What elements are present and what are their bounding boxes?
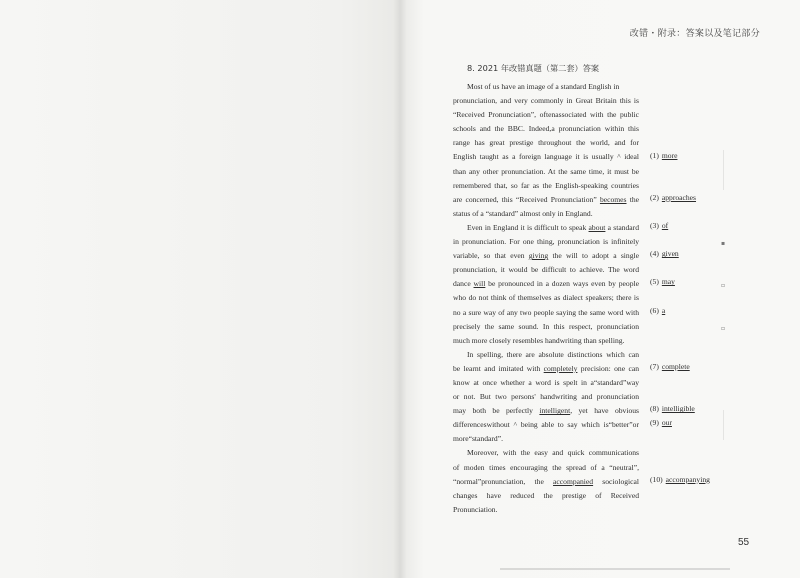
passage-line: remembered that, so far as the English-speaking countries <box>453 180 639 190</box>
underlined-error-word: giving <box>528 251 549 261</box>
answer-number: (1) <box>650 150 659 160</box>
passage-line-with-error: Even in England it is difficult to speak about a standard <box>467 222 639 232</box>
passage-line: more“standard”. <box>453 434 503 444</box>
underlined-error-word: intelligent <box>539 406 571 416</box>
running-header: 改错・附录：答案以及笔记部分 <box>629 29 760 39</box>
passage-line: Most of us have an image of a standard English in <box>467 82 620 91</box>
underlined-error-word: will <box>473 279 486 289</box>
scan-edge-mark: ▫ <box>721 325 726 332</box>
answer-item <box>650 277 675 286</box>
answer-word: more <box>661 150 678 160</box>
answer-item <box>650 362 690 371</box>
answer-number: (3) <box>650 221 659 230</box>
passage-line: changes have reduced the prestige of Received <box>453 490 639 500</box>
passage-line: know at once whether a word is spelt in a“standard”way <box>453 377 639 387</box>
scan-margin-mark <box>723 150 724 190</box>
book-gutter <box>393 0 407 578</box>
passage-line: Pronunciation. <box>453 504 498 514</box>
answer-item <box>650 418 672 427</box>
passage-line: precisely the same sound. In this respect, pronunciation <box>453 321 639 331</box>
answer-item <box>650 249 679 258</box>
answer-item <box>650 475 710 484</box>
passage-line: Moreover, with the easy and quick communications <box>467 448 639 458</box>
answer-word: a <box>661 305 666 315</box>
passage-line: no a sure way of any two people saying the same word with <box>453 307 639 317</box>
answer-number: (10) <box>650 474 663 484</box>
answer-number: (5) <box>650 277 659 287</box>
answer-word: may <box>661 277 675 287</box>
answer-item <box>650 151 677 160</box>
answer-number: (7) <box>650 362 659 371</box>
page-number: 55 <box>738 537 750 548</box>
passage-line: or not. But two persons' handwriting and pronunciation <box>453 392 639 402</box>
passage-text <box>453 80 639 517</box>
scan-edge-mark: ▪ <box>721 240 726 247</box>
passage-line: status of a “standard” almost only in England. <box>453 208 593 218</box>
passage-line-with-error: are concerned, this “Received Pronunciation” becomes the <box>453 194 639 204</box>
answer-word: complete <box>661 362 690 371</box>
underlined-error-word: accompanied <box>553 476 594 486</box>
underlined-error-word: about <box>588 222 606 232</box>
scan-edge-mark: ▫ <box>721 282 726 289</box>
passage-line: who do not think of themselves as dialect speakers; there is <box>453 293 639 303</box>
passage-line: “Received Pronunciation”, oftenassociated with the public <box>453 110 639 120</box>
passage-line-with-error: “normal”pronunciation, the accompanied sociological <box>453 476 639 486</box>
underlined-error-word: becomes <box>599 194 627 204</box>
passage-line: pronunciation, it would be difficult to achieve. The word <box>453 265 639 275</box>
answer-word: approaches <box>661 192 697 202</box>
answer-word: our <box>661 418 672 428</box>
answer-item <box>650 193 696 202</box>
passage-line: differenceswithout ^ being able to say which is“better”or <box>453 420 639 430</box>
answer-word: accompanying <box>665 474 710 484</box>
passage-line: much more closely resembles handwriting than spelling. <box>453 335 625 345</box>
passage-line: English taught as a foreign language it is usually ^ ideal <box>453 152 639 162</box>
answer-item <box>650 404 695 413</box>
answer-number: (9) <box>650 418 659 428</box>
scan-bottom-edge <box>500 568 730 570</box>
passage-line: range has great prestige throughout the world, and for <box>453 138 639 148</box>
section-title: 8. 2021 年改错真题（第二套）答案 <box>467 63 600 73</box>
passage-line-with-error: variable, so that even giving the will to adopt a single <box>453 251 639 261</box>
passage-line-with-error: may both be perfectly intelligent, yet have obvious <box>453 406 639 416</box>
passage-line: In spelling, there are absolute distinctions which can <box>467 349 639 359</box>
passage-line-with-error: dance will be pronounced in a dozen ways even by people <box>453 279 639 289</box>
scan-margin-mark <box>723 410 724 440</box>
underlined-error-word: completely <box>543 363 578 373</box>
answer-number: (8) <box>650 404 659 414</box>
passage-line: schools and the BBC. Indeed,a pronunciation within this <box>453 124 639 134</box>
answer-item <box>650 221 668 230</box>
passage-line: in pronunciation. For one thing, pronunciation is infinitely <box>453 237 639 247</box>
answer-word: intelligible <box>661 404 695 414</box>
answer-number: (6) <box>650 305 659 315</box>
answer-number: (4) <box>650 249 659 259</box>
passage-line-with-error: be learnt and imitated with completely precision: one can <box>453 363 639 373</box>
passage-line: of moden times encouraging the spread of a “neutral”, <box>453 462 639 472</box>
passage-line: pronunciation, and very commonly in Great Britain this is <box>453 96 639 106</box>
answer-word: given <box>661 249 679 259</box>
answer-word: of <box>661 221 669 230</box>
passage-line: than any other pronunciation. At the same time, it must be <box>453 166 639 176</box>
answer-number: (2) <box>650 192 659 202</box>
answer-item <box>650 306 665 315</box>
